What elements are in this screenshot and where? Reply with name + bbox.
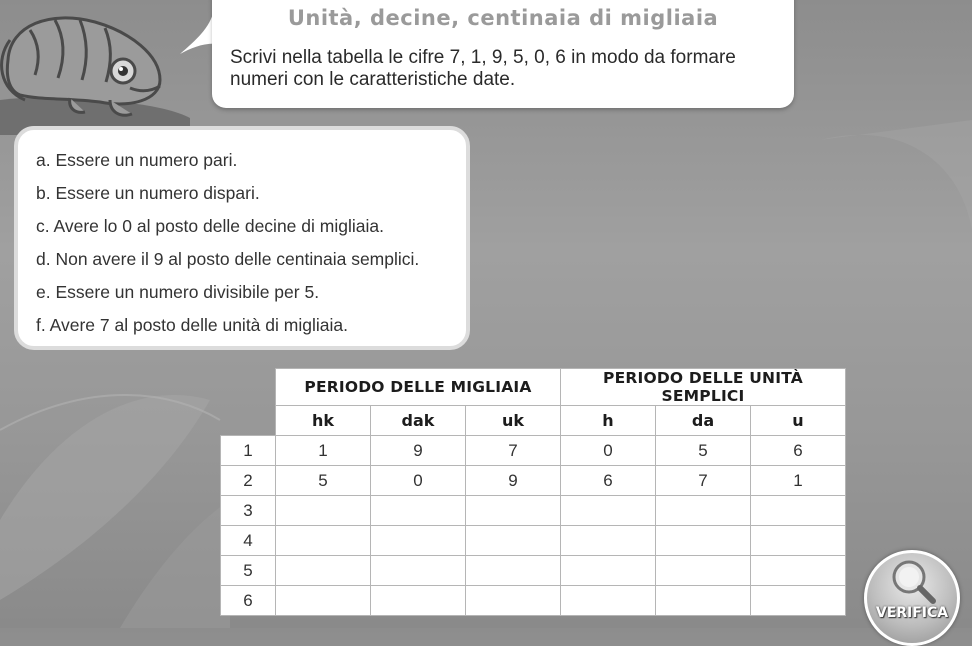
row-number: 1 [221,436,276,466]
digit-cell[interactable]: 0 [371,466,466,496]
digit-cell[interactable] [276,556,371,586]
digits-table [220,368,846,616]
digit-cell[interactable] [561,526,656,556]
digit-cell[interactable] [656,586,751,616]
condition-e: e. Essere un numero divisibile per 5. [36,282,320,302]
table-row [221,526,846,556]
verify-button[interactable] [864,550,960,646]
col-header-uk: uk [466,406,561,436]
digit-cell[interactable] [656,496,751,526]
conditions-panel [14,126,470,350]
row-number: 2 [221,466,276,496]
digit-cell[interactable] [751,526,846,556]
magnifier-icon [887,557,939,607]
digit-cell[interactable]: 1 [276,436,371,466]
digit-cell[interactable] [466,586,561,616]
period-units-header: PERIODO DELLE UNITÀ SEMPLICI [561,369,846,406]
digit-cell[interactable] [466,496,561,526]
digit-cell[interactable]: 6 [561,466,656,496]
condition-d: d. Non avere il 9 al posto delle centinaia semplici. [36,249,420,269]
digit-cell[interactable] [561,586,656,616]
digit-cell[interactable]: 7 [466,436,561,466]
digit-cell[interactable] [561,556,656,586]
digit-cell[interactable] [371,556,466,586]
condition-f: f. Avere 7 al posto delle unità di migliaia. [36,315,348,335]
chameleon-icon [0,0,190,135]
digit-cell[interactable] [751,556,846,586]
digit-cell[interactable] [371,496,466,526]
col-header-h: h [561,406,656,436]
digit-cell[interactable]: 1 [751,466,846,496]
digit-cell[interactable] [751,496,846,526]
digit-cell[interactable]: 6 [751,436,846,466]
table-row [221,466,846,496]
table-row [221,556,846,586]
table-row [221,436,846,466]
page-title: Unità, decine, centinaia di migliaia [287,6,719,30]
digit-cell[interactable] [466,526,561,556]
digit-cell[interactable]: 7 [656,466,751,496]
digit-cell[interactable] [466,556,561,586]
col-header-hk: hk [276,406,371,436]
verify-label: VERIFICA [875,605,949,621]
row-number: 4 [221,526,276,556]
period-header-row [221,369,846,406]
digit-cell[interactable] [371,526,466,556]
row-number: 6 [221,586,276,616]
digit-cell[interactable] [276,496,371,526]
digit-cell[interactable]: 0 [561,436,656,466]
digit-cell[interactable] [371,586,466,616]
digit-cell[interactable]: 5 [656,436,751,466]
condition-c: c. Avere lo 0 al posto delle decine di migliaia. [36,216,384,236]
digit-cell[interactable]: 9 [371,436,466,466]
digit-cell[interactable] [656,556,751,586]
digit-cell[interactable]: 9 [466,466,561,496]
digit-cell[interactable] [276,586,371,616]
row-number: 3 [221,496,276,526]
digit-cell[interactable] [276,526,371,556]
column-header-row [221,406,846,436]
digit-cell[interactable] [656,526,751,556]
condition-b: b. Essere un numero dispari. [36,183,260,203]
period-thousands-header: PERIODO DELLE MIGLIAIA [276,369,561,406]
col-header-da: da [656,406,751,436]
digit-cell[interactable] [751,586,846,616]
digit-cell[interactable] [561,496,656,526]
row-number: 5 [221,556,276,586]
conditions-list [36,146,419,344]
table-corner [221,369,276,406]
table-row [221,496,846,526]
instruction-text: Scrivi nella tabella le cifre 7, 1, 9, 5, 0, 6 in modo da formare numeri con le caratteristiche date. [230,47,736,90]
col-header-u: u [751,406,846,436]
speech-bubble [212,0,794,108]
table-row [221,586,846,616]
table-corner-2 [221,406,276,436]
digit-cell[interactable]: 5 [276,466,371,496]
col-header-dak: dak [371,406,466,436]
condition-a: a. Essere un numero pari. [36,150,238,170]
